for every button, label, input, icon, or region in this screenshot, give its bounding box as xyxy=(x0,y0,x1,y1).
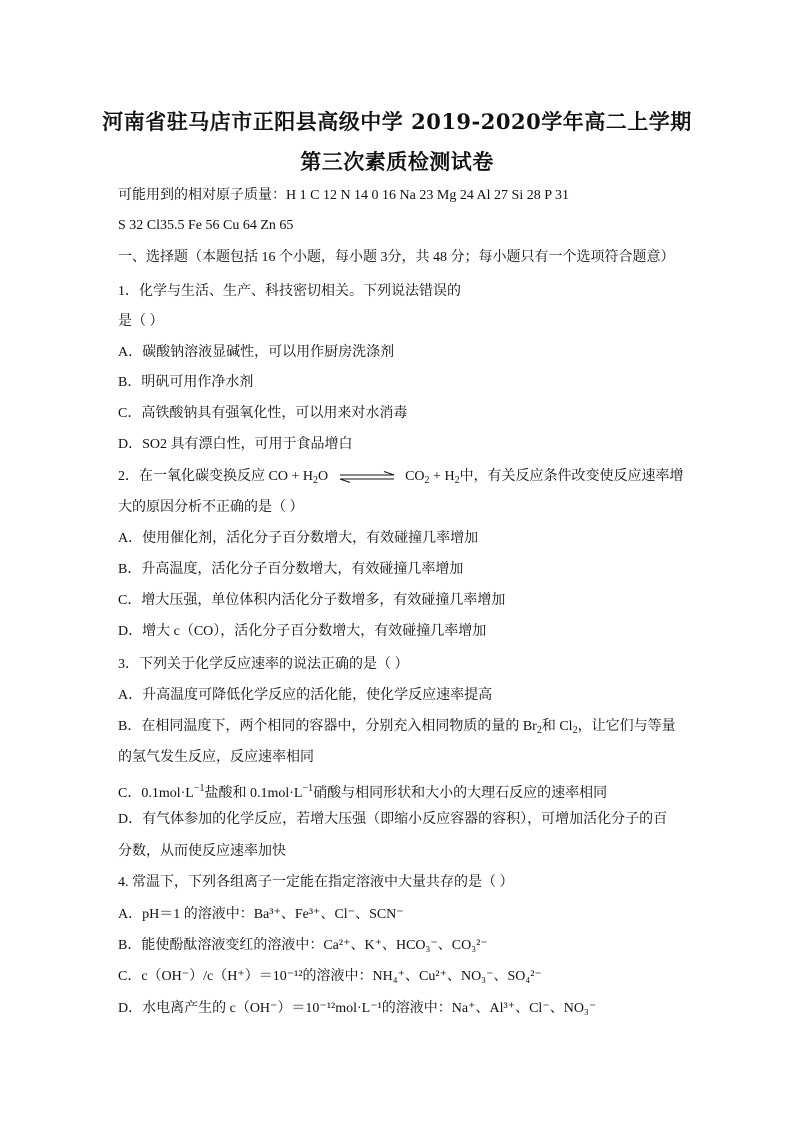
q4-option-b: B．能使酚酞溶液变红的溶液中：Ca²⁺、K⁺、HCO₃⁻、CO₃²⁻ xyxy=(118,938,488,953)
q2-option-a: A．使用催化剂，活化分子百分数增大，有效碰撞几率增加 xyxy=(118,531,479,546)
q3-option-b-line1: B．在相同温度下，两个相同的容器中，分别充入相同物质的量的 $Br_2$和 $Cl_2$，让它们与等量 xyxy=(118,719,676,736)
q1-option-a: A．碳酸钠溶液显碱性，可以用作厨房洗涤剂 xyxy=(118,345,395,360)
q3-stem: 3．下列关于化学反应速率的说法正确的是（ ） xyxy=(118,657,409,672)
section-heading: 一、选择题（本题包括 16 个小题，每小题 3分，共 48 分；每小题只有一个选项符合题意） xyxy=(118,250,675,265)
q2-option-b: B．升高温度，活化分子百分数增大，有效碰撞几率增加 xyxy=(118,562,464,577)
q4-option-a: A．pH＝1 的溶液中：Ba³⁺、Fe³⁺、Cl⁻、SCN⁻ xyxy=(118,907,404,922)
q4-stem: 4. 常温下，下列各组离子一定能在指定溶液中大量共存的是（ ） xyxy=(118,875,514,890)
q3-option-d-line2: 分数，从而使反应速率加快 xyxy=(118,844,286,859)
q3-option-c: C．$0.1mol\cdot L^{-1}$盐酸和 $0.1mol\cdot L^{-1}$硝酸与相同形状和大小的大理石反应的速率相同 xyxy=(118,783,608,801)
atomic-masses-line2: S 32 Cl35.5 Fe 56 Cu 64 Zn 65 xyxy=(118,218,294,233)
exam-title-line1: 河南省驻马店市正阳县高级中学 2019-2020学年高二上学期 xyxy=(102,109,692,134)
q1-option-d: D．SO2 具有漂白性，可用于食品增白 xyxy=(118,437,353,452)
q2-option-c: C．增大压强，单位体积内活化分子数增多，有效碰撞几率增加 xyxy=(118,593,506,608)
atomic-masses-line1: 可能用到的相对原子质量：H 1 C 12 N 14 0 16 Na 23 Mg 24 Al 27 Si 28 P 31 xyxy=(118,188,570,203)
equilibrium-arrow-icon xyxy=(338,471,396,483)
q3-option-d-line1: D．有气体参加的化学反应，若增大压强（即缩小反应容器的容积），可增加活化分子的百 xyxy=(118,812,668,827)
q3-option-a: A．升高温度可降低化学反应的活化能，使化学反应速率提高 xyxy=(118,688,493,703)
q4-option-d: D．水电离产生的 c（OH⁻）＝10⁻¹²mol·L⁻¹的溶液中：Na⁺、Al³⁺、Cl⁻、NO₃⁻ xyxy=(118,1001,597,1016)
q2-option-d: D．增大 c（CO），活化分子百分数增大，有效碰撞几率增加 xyxy=(118,624,487,639)
q2-stem-line2: 大的原因分析不正确的是（ ） xyxy=(118,500,304,515)
exam-title-line2: 第三次素质检测试卷 xyxy=(300,149,494,174)
q1-option-b: B．明矾可用作净水剂 xyxy=(118,375,254,390)
q4-option-c: C．c（OH⁻）/c（H⁺）＝10⁻¹²的溶液中：NH₄⁺、Cu²⁺、NO₃⁻、SO₄²⁻ xyxy=(118,969,542,984)
q1-option-c: C．高铁酸钠具有强氧化性，可以用来对水消毒 xyxy=(118,406,408,421)
q1-stem-line1: 1．化学与生活、生产、科技密切相关。下列说法错误的 xyxy=(118,284,461,299)
q2-stem-line1: 2．在一氧化碳变换反应 CO + $H_2O$ $CO_2 + H_2$中，有关反应条件改变使反应速率增 xyxy=(118,469,684,486)
q3-option-b-line2: 的氢气发生反应，反应速率相同 xyxy=(118,750,314,765)
q1-stem-line2: 是（ ） xyxy=(118,314,164,329)
